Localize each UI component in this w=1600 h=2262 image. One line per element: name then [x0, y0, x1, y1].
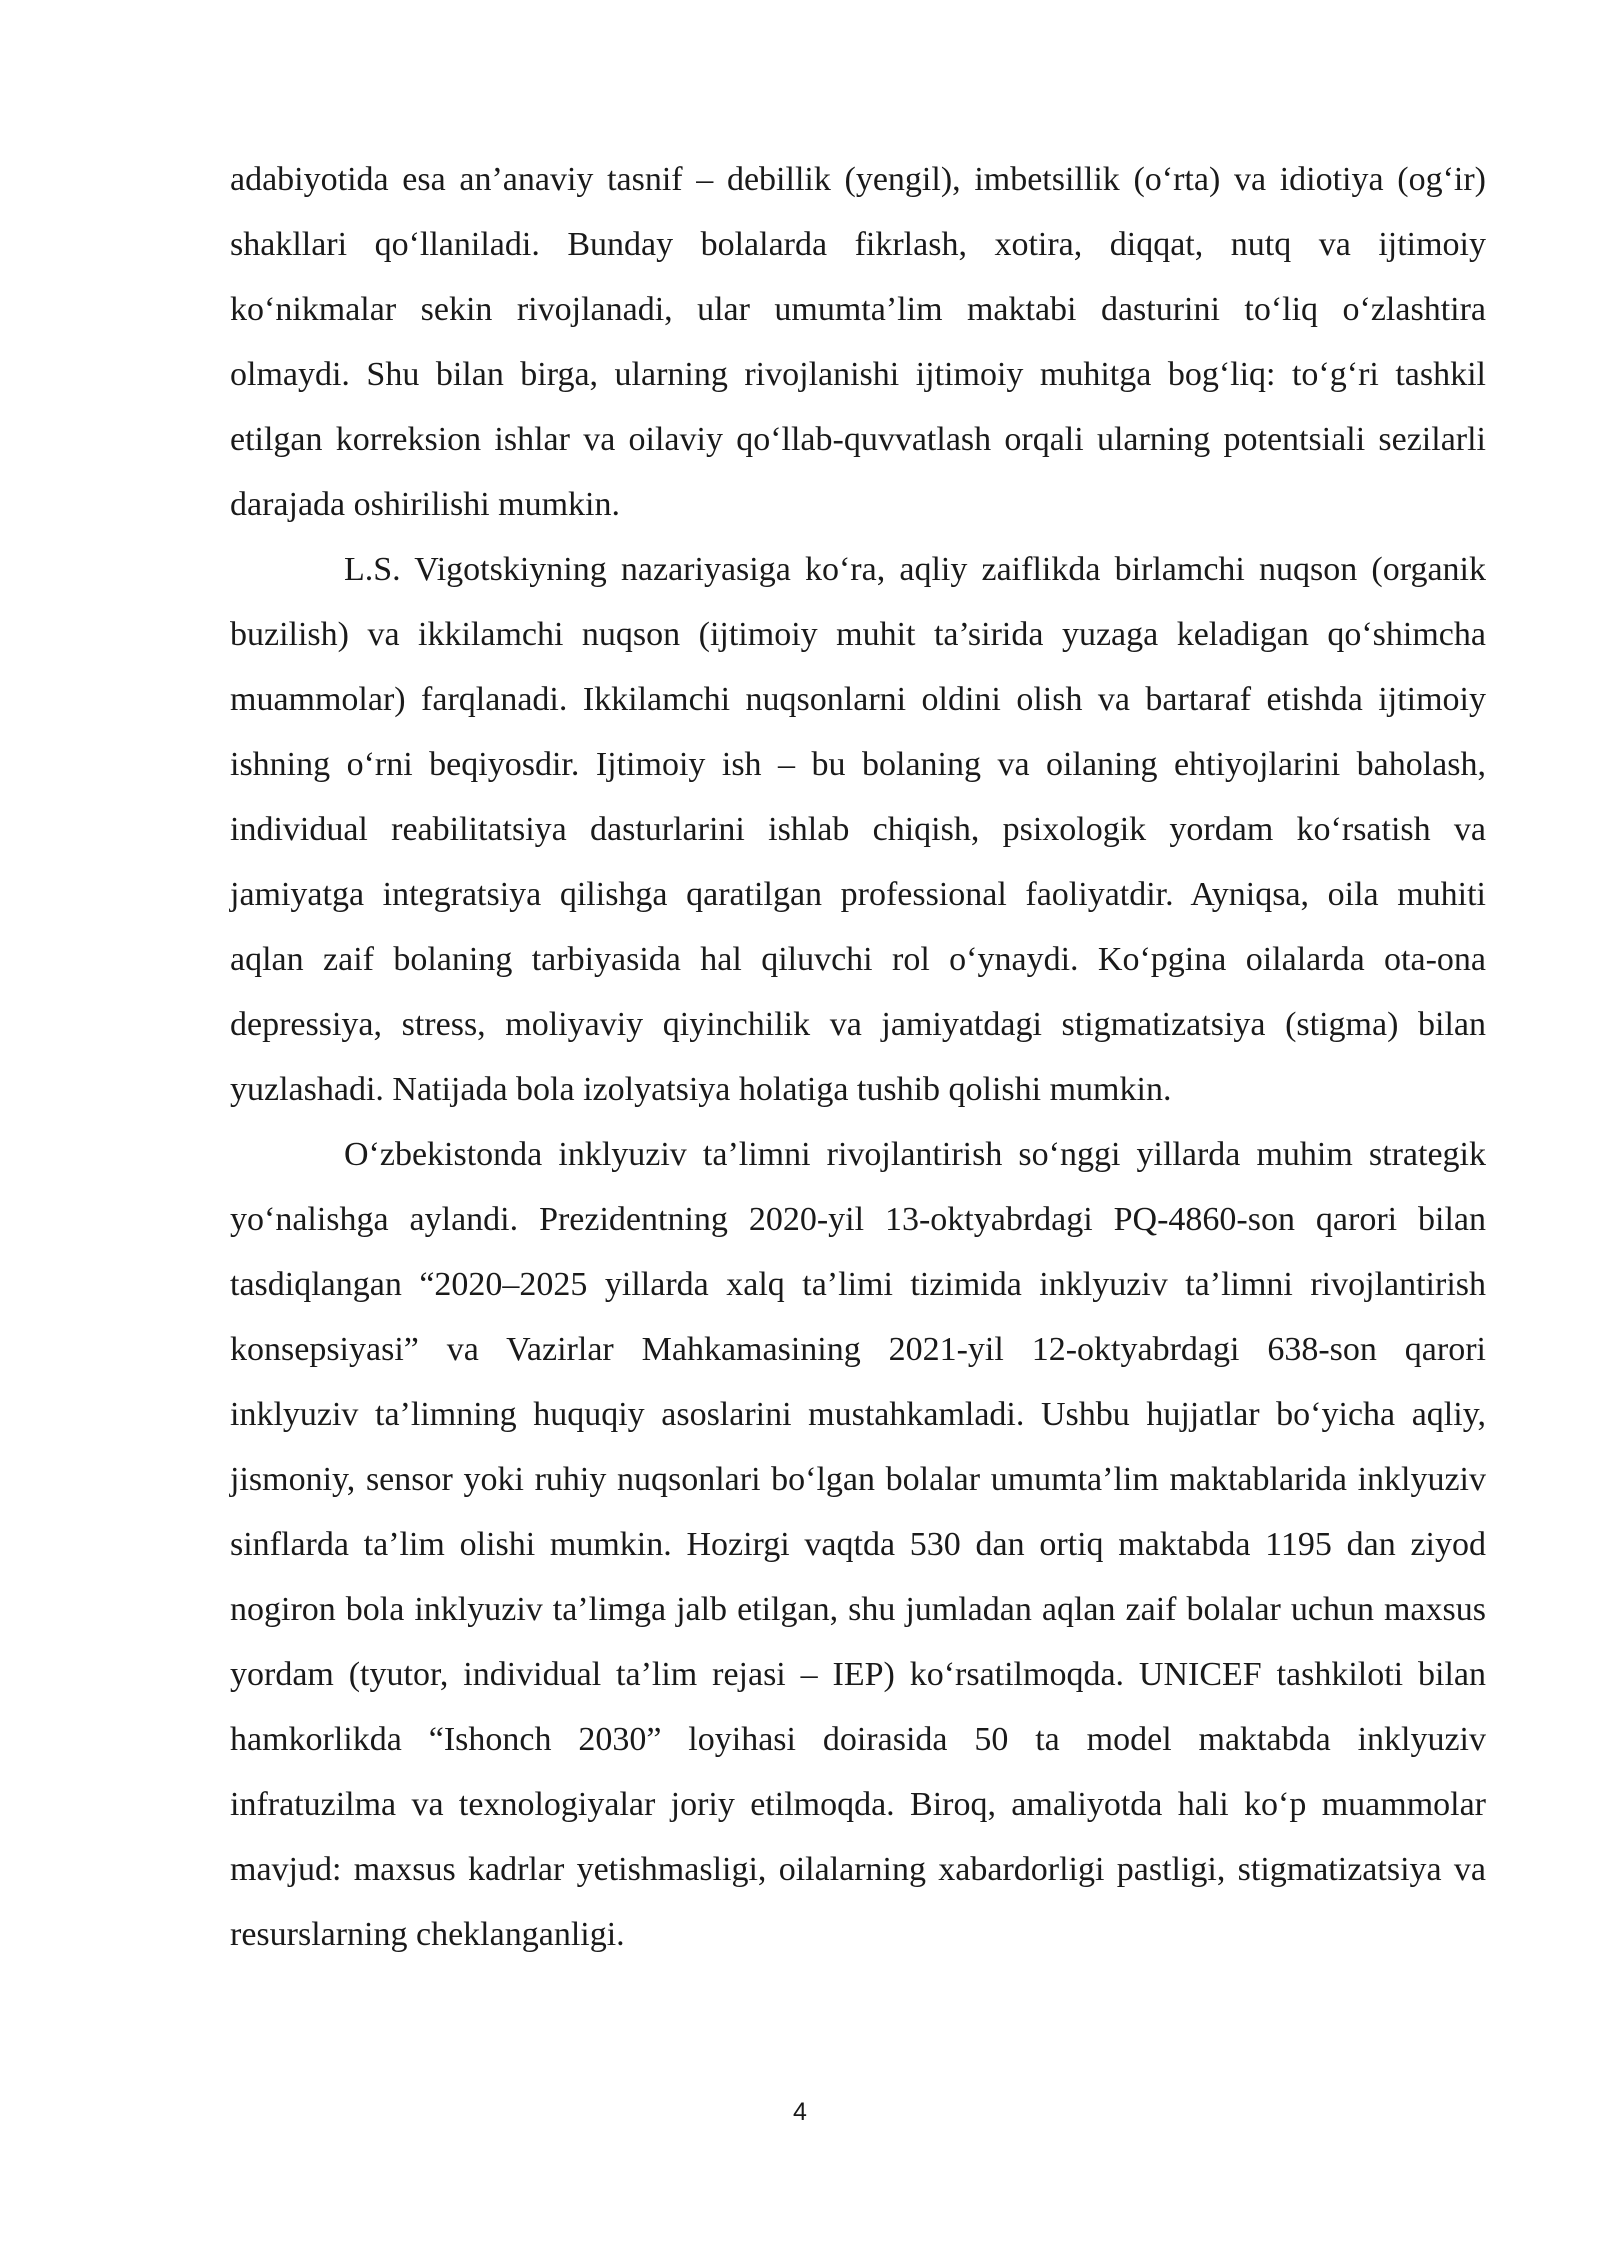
paragraph-inclusive-education: O‘zbekistonda inklyuziv ta’limni rivojlantirish so‘nggi yillarda muhim strategik yo‘nalishga aylandi. Prezidentning 2020-yil 13-oktyabrdagi PQ-4860-son qarori bilan tasdiqlangan “2020–2025 yillarda xalq ta’limi tizimida inklyuziv ta’limni rivojlantirish konsepsiyasi” va Vazirlar Mahkamasining 2021-yil 12-oktyabrdagi 638-son qarori inklyuziv ta’limning huquqiy asoslarini mustahkamladi. Ushbu hujjatlar bo‘yicha aqliy, jismoniy, sensor yoki ruhiy nuqsonlari bo‘lgan bolalar umumta’lim maktablarida inklyuziv sinflarda ta’lim olishi mumkin. Hozirgi vaqtda 530 dan ortiq maktabda 1195 dan ziyod nogiron bola inklyuziv ta’limga jalb etilgan, shu jumladan aqlan zaif bolalar uchun maxsus yordam (tyutor, individual ta’lim rejasi – IEP) ko‘rsatilmoqda. UNICEF tashkiloti bilan hamkorlikda “Ishonch 2030” loyihasi doirasida 50 ta model maktabda inklyuziv infratuzilma va texnologiyalar joriy etilmoqda. Biroq, amaliyotda hali ko‘p muammolar mavjud: maxsus kadrlar yetishmasligi, oilalarning xabardorligi pastligi, stigmatizatsiya va resurslarning cheklanganligi.: [230, 1136, 1486, 1953]
document-body: [230, 147, 1486, 1967]
page-number: 4: [793, 2098, 807, 2126]
paragraph-vigotskiy-theory: L.S. Vigotskiyning nazariyasiga ko‘ra, aqliy zaiflikda birlamchi nuqson (organik buzilish) va ikkilamchi nuqson (ijtimoiy muhit ta’sirida yuzaga keladigan qo‘shimcha muammolar) farqlanadi. Ikkilamchi nuqsonlarni oldini olish va bartaraf etishda ijtimoiy ishning o‘rni beqiyosdir. Ijtimoiy ish – bu bolaning va oilaning ehtiyojlarini baholash, individual reabilitatsiya dasturlarini ishlab chiqish, psixologik yordam ko‘rsatish va jamiyatga integratsiya qilishga qaratilgan professional faoliyatdir. Ayniqsa, oila muhiti aqlan zaif bolaning tarbiyasida hal qiluvchi rol o‘ynaydi. Ko‘pgina oilalarda ota-ona depressiya, stress, moliyaviy qiyinchilik va jamiyatdagi stigmatizatsiya (stigma) bilan yuzlashadi. Natijada bola izolyatsiya holatiga tushib qolishi mumkin.: [230, 551, 1486, 1108]
paragraph-continuation: adabiyotida esa an’anaviy tasnif – debillik (yengil), imbetsillik (o‘rta) va idiotiya (og‘ir) shakllari qo‘llaniladi. Bunday bolalarda fikrlash, xotira, diqqat, nutq va ijtimoiy ko‘nikmalar sekin rivojlanadi, ular umumta’lim maktabi dasturini to‘liq o‘zlashtira olmaydi. Shu bilan birga, ularning rivojlanishi ijtimoiy muhitga bog‘liq: to‘g‘ri tashkil etilgan korreksion ishlar va oilaviy qo‘llab-quvvatlash orqali ularning potentsiali sezilarli darajada oshirilishi mumkin.: [230, 161, 1486, 523]
